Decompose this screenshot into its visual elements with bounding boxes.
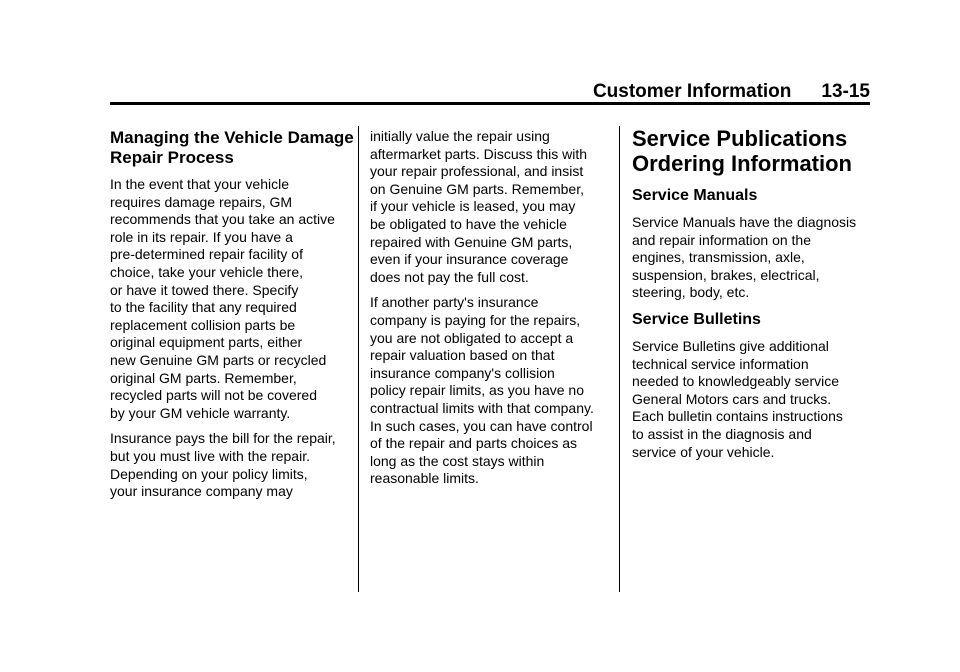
page-header: [110, 80, 870, 104]
paragraph-damage-repair-4: If another party's insurance company is paying for the repairs, you are not obligated to accept a repair valuation based on that insurance company's collision policy repair limits, as you have no contractual limits with that company. In such cases, you can have control of the repair and parts choices as long as the cost stays within reasonable limits.: [370, 294, 594, 487]
column-3: [632, 124, 878, 469]
column-divider-1: [358, 126, 359, 592]
paragraph-service-bulletins: Service Bulletins give additional technical service information needed to knowledgeably service General Motors cars and trucks. Each bulletin contains instructions to assist in the diagnosis and service of your vehicle.: [632, 337, 843, 460]
column-1: [110, 124, 356, 509]
header-rule: [110, 102, 870, 105]
paragraph-damage-repair-2: Insurance pays the bill for the repair, but you must live with the repair. Depending on your policy limits, your insurance company may: [110, 430, 336, 500]
section-heading-damage-repair: Managing the Vehicle Damage Repair Process: [110, 128, 354, 167]
paragraph-damage-repair-3: initially value the repair using aftermarket parts. Discuss this with your repair professional, and insist on Genuine GM parts. Remember, if your vehicle is leased, you may be obligated to have the vehicle repaired with Genuine GM parts, even if your insurance coverage does not pay the full cost.: [370, 128, 588, 285]
column-divider-2: [619, 126, 620, 592]
header-text: [593, 80, 870, 104]
subheading-service-manuals: Service Manuals: [632, 187, 758, 204]
section-title: Customer Information: [592, 81, 792, 102]
paragraph-service-manuals: Service Manuals have the diagnosis and repair information on the engines, transmission, axle, suspension, brakes, electrical, steering, body, etc.: [632, 214, 857, 301]
paragraph-damage-repair-1: In the event that your vehicle requires damage repairs, GM recommends that you take an active role in its repair. If you have a pre-determined repair facility of choice, take your vehicle there, or have it towed there. Specify to the facility that any required replacement collision parts be original equipment parts, either new Genuine GM parts or recycled original GM parts. Remember, recycled parts will not be covered by your GM vehicle warranty.: [110, 176, 335, 421]
section-heading-service-publications: Service Publications Ordering Information: [632, 126, 852, 176]
column-2: [370, 124, 616, 496]
page-number: 13-15: [821, 81, 870, 102]
subheading-service-bulletins: Service Bulletins: [632, 310, 761, 328]
